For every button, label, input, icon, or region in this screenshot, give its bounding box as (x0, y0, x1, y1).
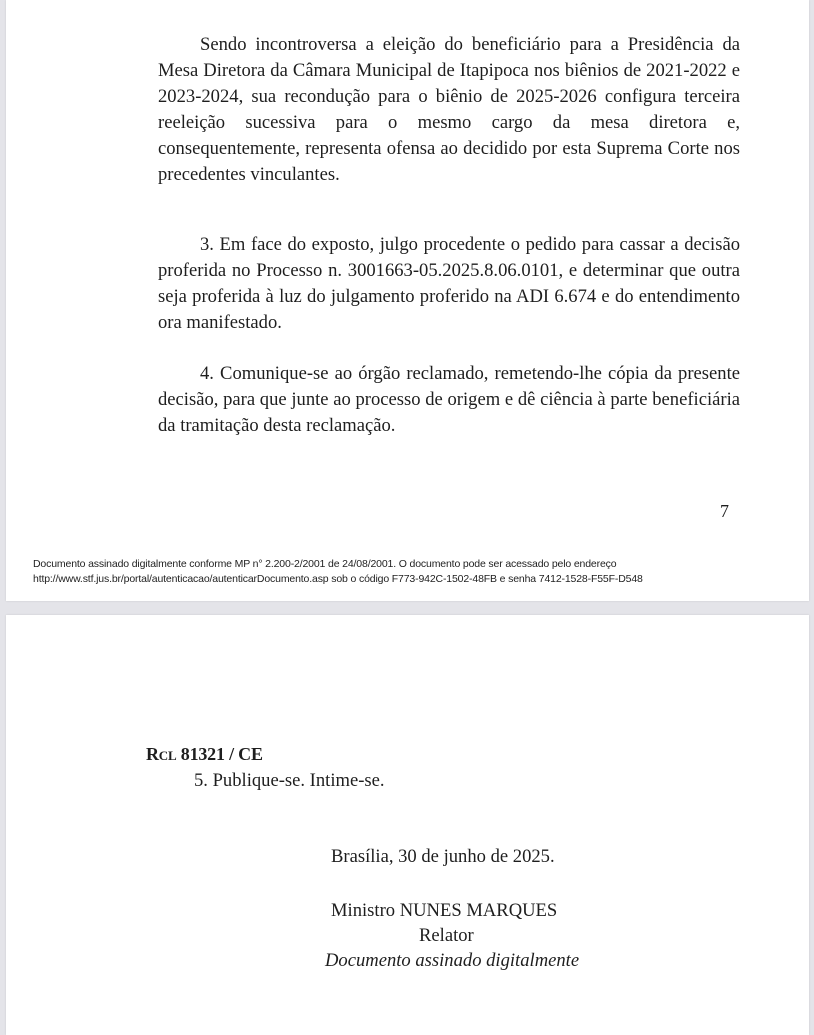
signature-place-date: Brasília, 30 de junho de 2025. (331, 846, 555, 867)
document-page-8 (6, 615, 809, 1035)
footer-line-1: Documento assinado digitalmente conforme MP n° 2.200-2/2001 de 24/08/2001. O documento pode ser acessado pelo endereço (33, 558, 617, 570)
page-number: 7 (720, 501, 729, 521)
paragraph-reelection: Sendo incontroversa a eleição do beneficiário para a Presidência da Mesa Diretora da Câmara Municipal de Itapipoca nos biênios de 2021-2022 e 2023-2024, sua recondução para o biênio de 2025-2026 configura terceira reeleição sucessiva para o mesmo cargo da mesa diretora e, consequentemente, representa ofensa ao decidido por esta Suprema Corte nos precedentes vinculantes. (158, 34, 740, 185)
paragraph-5-publish: 5. Publique-se. Intime-se. (194, 770, 385, 791)
paragraph-4-communication: 4. Comunique-se ao órgão reclamado, remetendo-lhe cópia da presente decisão, para que junte ao processo de origem e dê ciência à parte beneficiária da tramitação desta reclamação. (158, 363, 740, 436)
paragraph-3-ruling: 3. Em face do exposto, julgo procedente o pedido para cassar a decisão proferida no Processo n. 3001663-05.2025.8.06.0101, e determinar que outra seja proferida à luz do julgamento proferido na ADI 6.674 e do entendimento ora manifestado. (158, 234, 740, 333)
digital-signature-footer (33, 557, 643, 587)
case-header (146, 744, 263, 765)
case-number: 81321 / CE (176, 744, 263, 764)
case-type: Rcl (146, 744, 177, 764)
signature-name: Ministro NUNES MARQUES (331, 900, 558, 921)
footer-line-2-authentication-link[interactable]: http://www.stf.jus.br/portal/autenticacao/autenticarDocumento.asp sob o código F773-942C-1502-48FB e senha 7412-1528-F55F-D548 (33, 573, 643, 585)
signature-digital-note: Documento assinado digitalmente (325, 950, 580, 971)
document-page-7 (6, 0, 809, 601)
signature-role: Relator (419, 925, 474, 946)
